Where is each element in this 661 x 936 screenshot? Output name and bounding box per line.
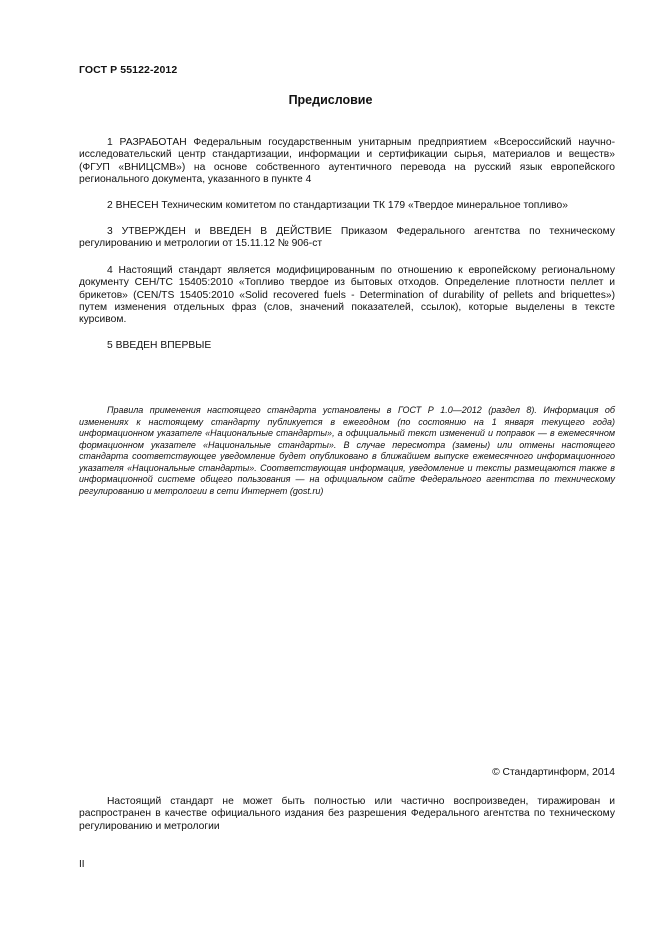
paragraph-approved xyxy=(79,226,615,251)
paragraph-text: 5 ВВЕДЕН ВПЕРВЫЕ xyxy=(107,340,212,351)
page-title: Предисловие xyxy=(288,93,373,107)
paragraph-text: 4 Настоящий стандарт является модифицированным по отношению к европейскому региональному документу CEH/TC 15405:2010 «Топливо твердое из бытовых отходов. Определение плотности пеллет и брикетов» (CEN/TS 15405:2010 «Solid recovered fuels - Determination of durability of pellets and briquettes») путем изменения отдельных фраз (слов, значений показателей, ссылок), которые выделены в тексте курсивом. xyxy=(79,265,615,326)
copyright-line: © Стандартинформ, 2014 xyxy=(492,767,615,778)
paragraph-submitted xyxy=(79,200,615,212)
paragraph-text: 3 УТВЕРЖДЕН и ВВЕДЕН В ДЕЙСТВИЕ Приказом Федерального агентства по техническому регулированию и метрологии от 15.11.12 № 906-ст xyxy=(79,226,615,250)
paragraph-developed xyxy=(79,137,615,186)
paragraph-first-introduced xyxy=(79,340,615,352)
document-code: ГОСТ Р 55122-2012 xyxy=(79,64,178,76)
paragraph-modified xyxy=(79,265,615,326)
reproduction-rights-notice xyxy=(79,796,615,833)
notice-text: Правила применения настоящего стандарта установлены в ГОСТ Р 1.0—2012 (раздел 8). Информация об изменениях к настоящему стандарту публикуется в ежегодном (по состоянию на 1 января текущего года) информационном указателе «Национальные стандарты», а официальный текст изменений и поправок — в ежемесячном формационном указателе «Национальные стандарты». В случае пересмотра (замены) или отмены настоящего стандарта соответствующее уведомление будет опубликовано в ближайшем выпуске ежемесячного информационного указателя «Национальные стандарты». Соответствующая информация, уведомление и тексты размещаются также в информационной системе общего пользования — на официальном сайте Федерального агентства по техническому регулированию и метрологии в сети Интернет (gost.ru) xyxy=(79,405,615,496)
rights-text: Настоящий стандарт не может быть полностью или частично воспроизведен, тиражирован и распространен в качестве официального издания без разрешения Федерального агентства по техническому регулированию и метрологии xyxy=(79,796,615,832)
page-number: II xyxy=(79,859,85,870)
paragraph-text: 1 РАЗРАБОТАН Федеральным государственным унитарным предприятием «Всероссийский научно-исследовательский центр стандартизации, информации и сертификации сырья, материалов и веществ» (ФГУП «ВНИЦСМВ») на основе собственного аутентичного перевода на русский язык европейского регионального документа, указанного в пункте 4 xyxy=(79,137,615,185)
paragraph-text: 2 ВНЕСЕН Техническим комитетом по стандартизации ТК 179 «Твердое минеральное топливо» xyxy=(107,200,568,211)
application-rules-notice xyxy=(79,405,615,497)
